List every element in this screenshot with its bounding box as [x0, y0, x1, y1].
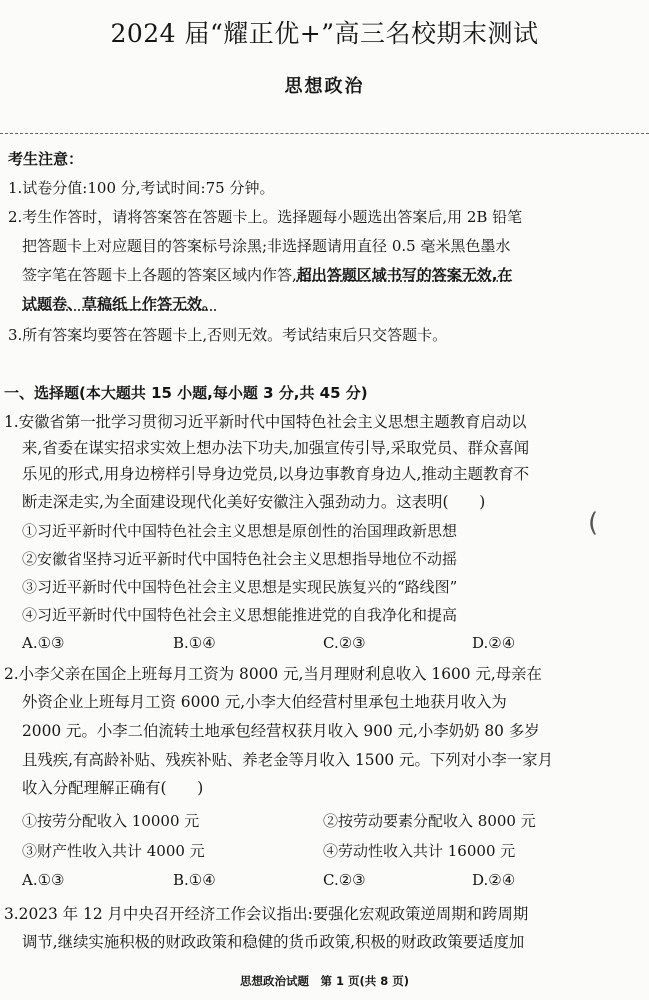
q2-statement: ②按劳动要素分配收入 8000 元 [323, 812, 536, 830]
dashed-divider [0, 133, 649, 134]
q2-line: 收入分配理解正确有( ) [22, 779, 204, 797]
q1-line: 来,省委在谋实招求实效上想办法下功夫,加强宣传引导,采取党员、群众喜闻 [22, 439, 530, 457]
section-heading: 一、选择题(本大题共 15 小题,每小题 3 分,共 45 分) [4, 384, 368, 402]
notice-heading: 考生注意： [8, 150, 84, 168]
q1-option-c: C.②③ [323, 634, 366, 652]
q2-statement: ④劳动性收入共计 16000 元 [323, 842, 516, 860]
page-footer: 思想政治试题 第 1 页(共 8 页) [239, 974, 410, 988]
q1-line: 断走深走实,为全面建设现代化美好安徽注入强劲动力。这表明( ) [22, 493, 486, 511]
q1-option-a: A.①③ [22, 634, 65, 652]
notice-emphasis: 超出答题区域书写的答案无效,在 [296, 266, 513, 284]
q1-line: 乐见的形式,用身边榜样引导身边党员,以身边事教育身边人,推动主题教育不 [22, 465, 530, 483]
q1-statement: ④习近平新时代中国特色社会主义思想能推进党的自我净化和提高 [22, 606, 458, 624]
q2-option-a: A.①③ [22, 871, 65, 889]
subject-title: 思想政治 [284, 76, 365, 97]
notice-emphasis: 试题卷、草稿纸上作答无效。 [22, 295, 218, 313]
q2-option-c: C.②③ [323, 871, 366, 889]
q1-statement: ③习近平新时代中国特色社会主义思想是实现民族复兴的“路线图” [22, 578, 458, 596]
q1-statement: ①习近平新时代中国特色社会主义思想是原创性的治国理政新思想 [22, 522, 458, 540]
notice-item: 3.所有答案均要答在答题卡上,否则无效。考试结束后只交答题卡。 [8, 326, 448, 344]
q2-statement: ①按劳分配收入 10000 元 [22, 812, 200, 830]
notice-item: 2.考生作答时，请将答案答在答题卡上。选择题每小题选出答案后,用 2B 铅笔 [8, 208, 523, 226]
q2-line: 2000 元。小李二伯流转土地承包经营权获月收入 900 元,小李奶奶 80 多岁 [22, 722, 540, 740]
q1-statement: ②安徽省坚持习近平新时代中国特色社会主义思想指导地位不动摇 [22, 550, 458, 568]
q2-line: 且残疾,有高龄补贴、残疾补贴、养老金等月收入 1500 元。下列对小李一家月 [22, 751, 553, 769]
notice-item: 把答题卡上对应题目的答案标号涂黑;非选择题请用直径 0.5 毫米黑色墨水 [22, 237, 511, 255]
q2-line: 2.小李父亲在国企上班每月工资为 8000 元,当月理财利息收入 1600 元,母亲在 [4, 665, 542, 683]
notice-item: 1.试卷分值:100 分,考试时间:75 分钟。 [8, 179, 275, 197]
notice-item [22, 293, 217, 314]
q1-option-b: B.①④ [173, 634, 216, 652]
notice-text: 签字笔在答题卡上各题的答案区域内作答, [22, 266, 297, 284]
q1-option-d: D.②④ [472, 634, 516, 652]
q3-line: 调节,继续实施积极的财政政策和稳健的货币政策,积极的财政政策要适度加 [22, 933, 525, 951]
q2-line: 外资企业上班每月工资 6000 元,小李大伯经营村里承包土地获月收入为 [22, 693, 507, 711]
q2-option-d: D.②④ [472, 871, 516, 889]
handwritten-mark: ( [588, 508, 599, 538]
q2-option-b: B.①④ [173, 871, 216, 889]
q2-statement: ③财产性收入共计 4000 元 [22, 842, 205, 860]
exam-title: 2024 届“耀正优+”高三名校期末测试 [110, 19, 539, 48]
q1-line: 1.安徽省第一批学习贯彻习近平新时代中国特色社会主义思想主题教育启动以 [4, 413, 527, 431]
q3-line: 3.2023 年 12 月中央召开经济工作会议指出:要强化宏观政策逆周期和跨周期 [4, 905, 529, 923]
notice-item [22, 264, 512, 285]
